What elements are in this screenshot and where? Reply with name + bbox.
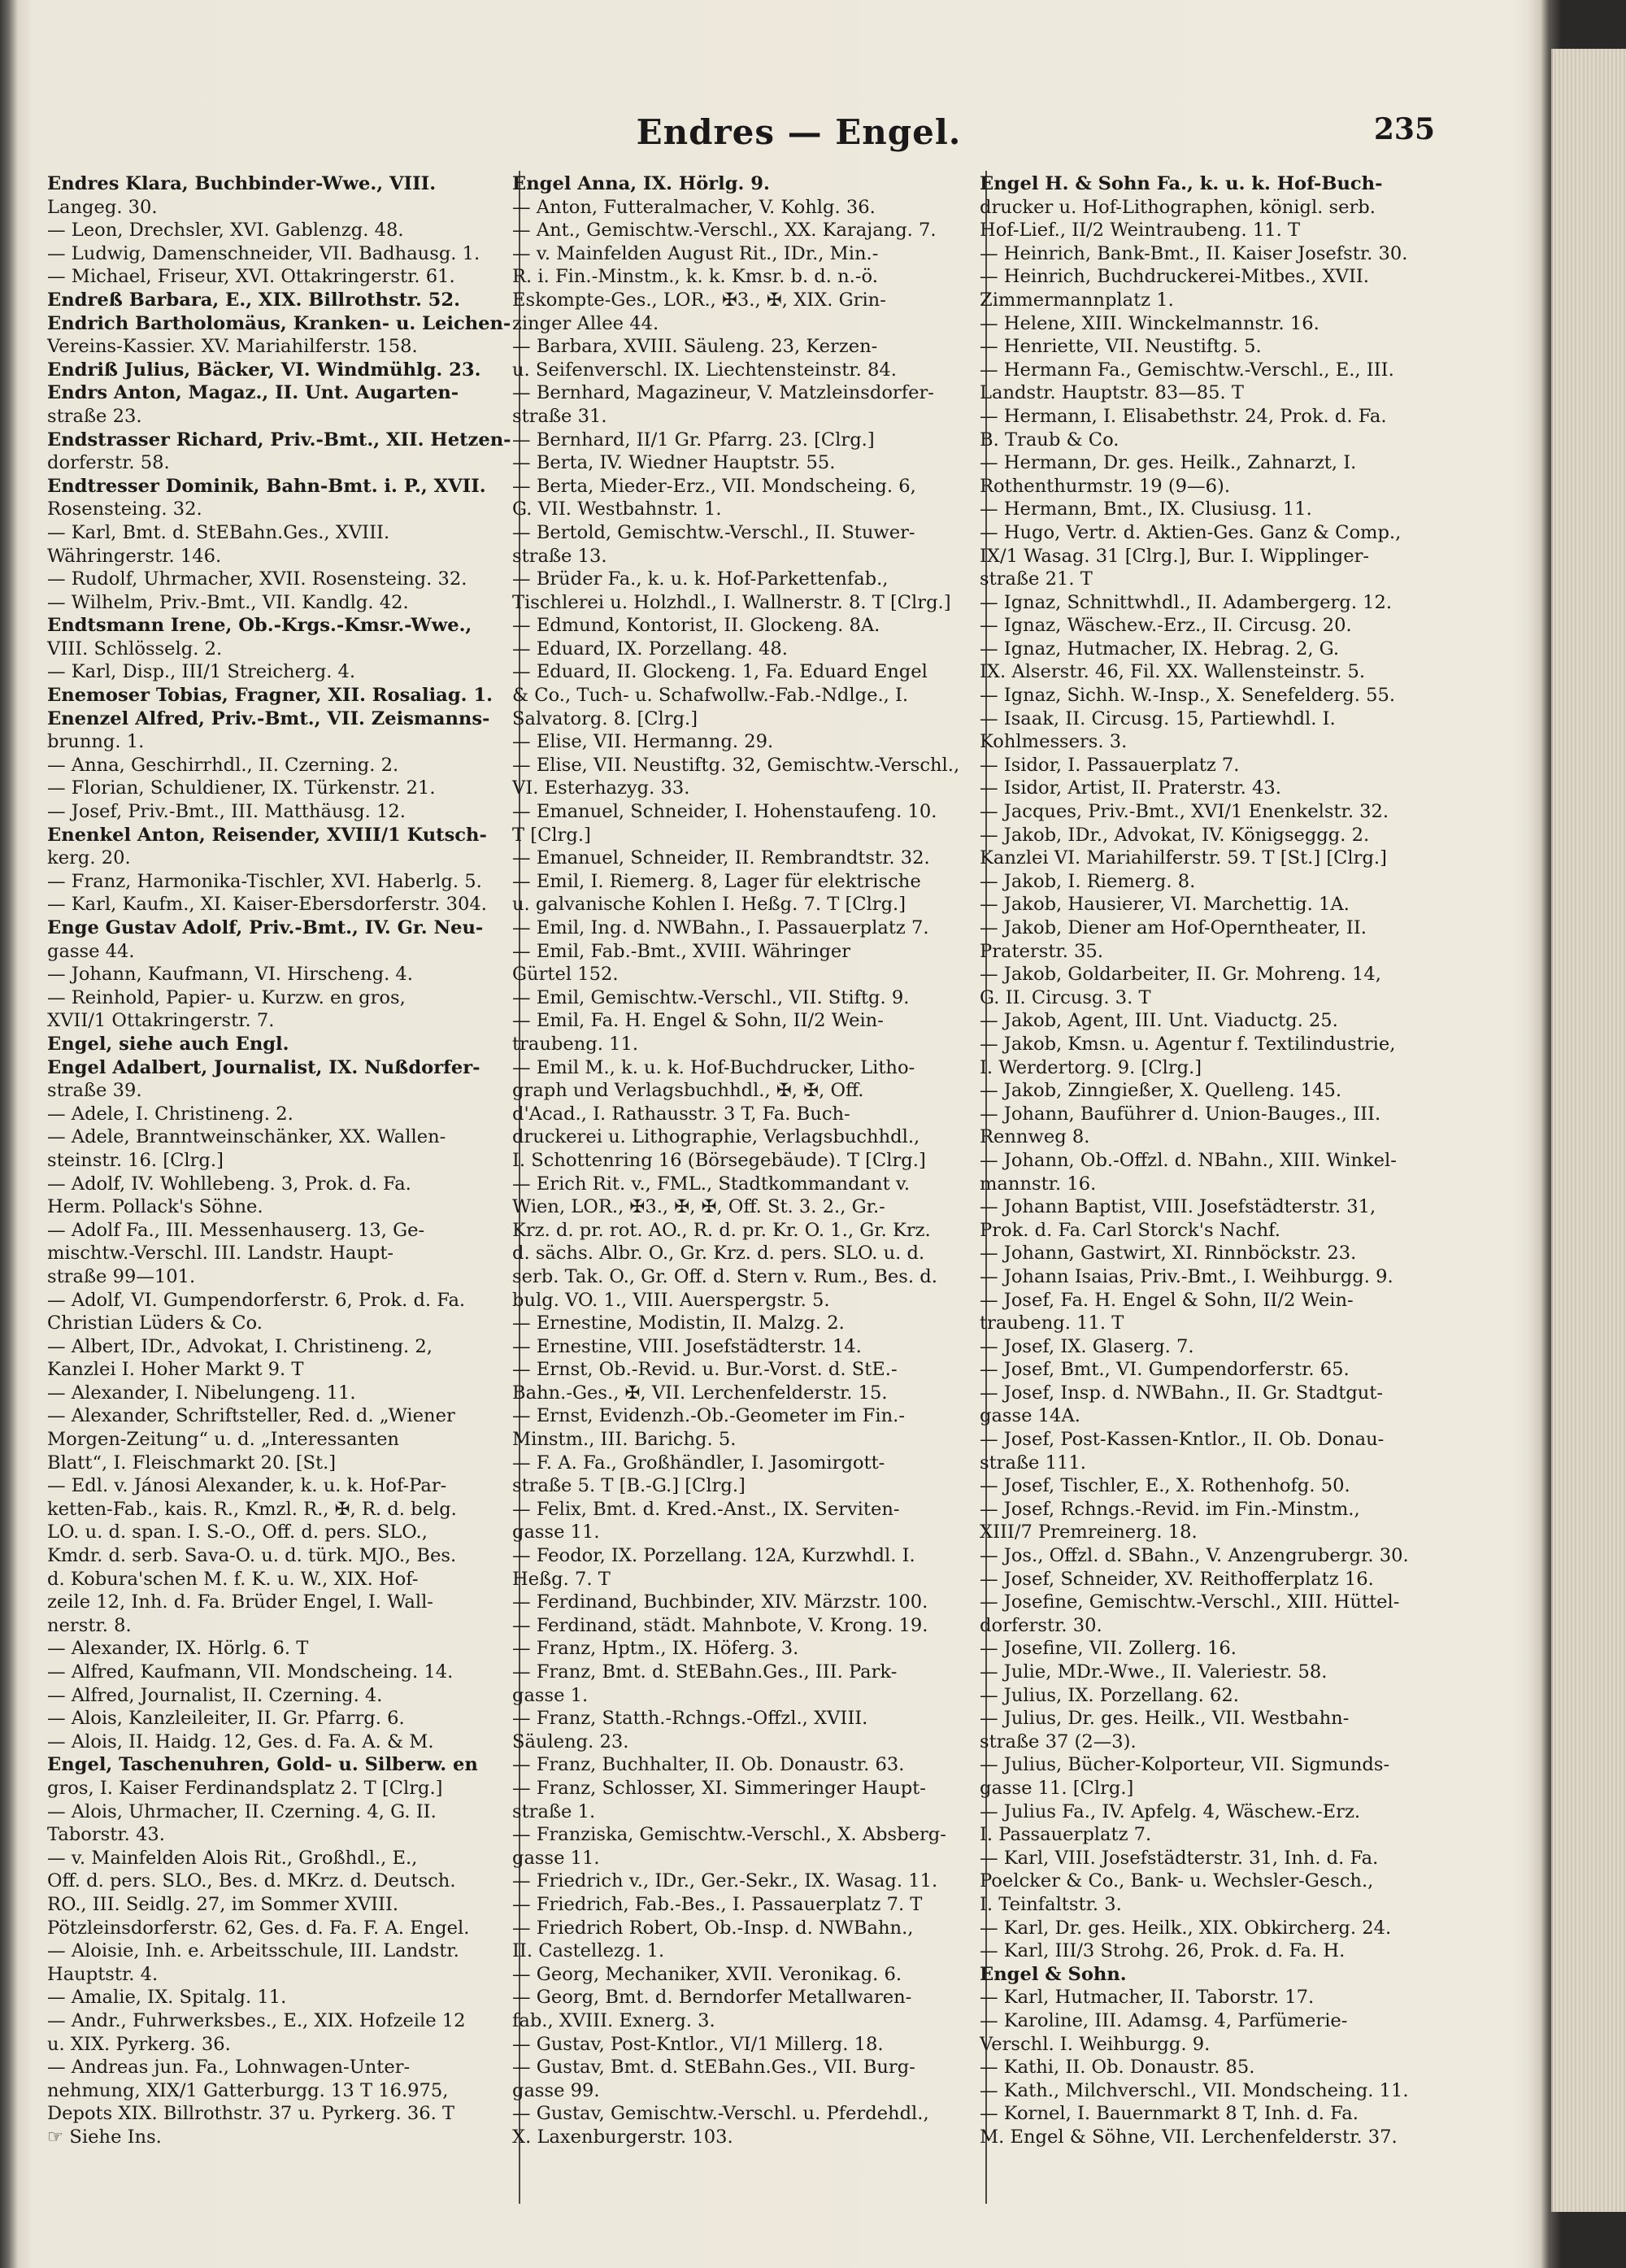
directory-entry-line: — Aloisie, Inh. e. Arbeitsschule, III. Landstr. <box>47 1940 459 1962</box>
directory-entry-line: — Wilhelm, Priv.-Bmt., VII. Kandlg. 42. <box>47 591 409 613</box>
directory-entry-line: — Ignaz, Sichh. W.-Insp., X. Senefelderg. 55. <box>980 685 1396 707</box>
directory-entry-line: kerg. 20. <box>47 847 131 869</box>
directory-entry-line: serb. Tak. O., Gr. Off. d. Stern v. Rum., Bes. d. <box>512 1265 937 1287</box>
directory-entry-line: u. Seifenverschl. IX. Liechtensteinstr. 84. <box>512 359 897 381</box>
directory-entry-line: Engel, Taschenuhren, Gold- u. Silberw. en <box>47 1754 478 1776</box>
directory-entry-line: Eskompte-Ges., LOR., ✠3., ✠, XIX. Grin- <box>512 289 886 311</box>
directory-entry-line: straße 31. <box>512 405 607 427</box>
directory-entry-line: — Karl, Disp., III/1 Streicherg. 4. <box>47 661 356 683</box>
directory-entry-line: — Michael, Friseur, XVI. Ottakringerstr. 61. <box>47 266 455 288</box>
directory-entry-line: — Emil, Ing. d. NWBahn., I. Passauerplatz 7. <box>512 917 929 938</box>
directory-entry-line: zeile 12, Inh. d. Fa. Brüder Engel, I. Wall- <box>47 1591 433 1613</box>
directory-entry-line: — v. Mainfelden August Rit., IDr., Min.- <box>512 242 879 264</box>
directory-entry-line: — Jos., Offzl. d. SBahn., V. Anzengrubergr. 30. <box>980 1545 1409 1567</box>
directory-entry-line: traubeng. 11. T <box>980 1312 1124 1334</box>
directory-entry-line: — Jacques, Priv.-Bmt., XVI/1 Enenkelstr. 32. <box>980 801 1389 823</box>
directory-entry-line: VIII. Schlösselg. 2. <box>47 638 223 660</box>
directory-entry-line: — Alfred, Journalist, II. Czerning. 4. <box>47 1684 383 1706</box>
directory-entry-line: G. II. Circusg. 3. T <box>980 986 1151 1008</box>
directory-entry-line: Prok. d. Fa. Carl Storck's Nachf. <box>980 1219 1280 1241</box>
directory-entry-line: — Emil, Fab.-Bmt., XVIII. Währinger <box>512 940 851 962</box>
directory-entry-line: — Heinrich, Buchdruckerei-Mitbes., XVII. <box>980 266 1369 288</box>
directory-entry-line: Langeg. 30. <box>47 196 158 218</box>
directory-entry-line: — Andr., Fuhrwerksbes., E., XIX. Hofzeile 12 <box>47 2009 466 2031</box>
directory-entry-line: — Jakob, Diener am Hof-Operntheater, II. <box>980 917 1367 938</box>
directory-entry-line: — Emil, Gemischtw.-Verschl., VII. Stiftg. 9. <box>512 986 910 1008</box>
directory-entry-line: — Gustav, Post-Kntlor., VI/1 Millerg. 18. <box>512 2033 884 2055</box>
directory-entry-line: — Karl, Kaufm., XI. Kaiser-Ebersdorferstr. 304. <box>47 894 487 916</box>
column-2 <box>512 172 960 2148</box>
directory-entry-line: Gürtel 152. <box>512 964 619 986</box>
directory-entry-line: — Julius Fa., IV. Apfelg. 4, Wäschew.-Erz. <box>980 1800 1361 1822</box>
directory-entry-line: — Julius, IX. Porzellang. 62. <box>980 1684 1239 1706</box>
directory-entry-line: Vereins-Kassier. XV. Mariahilferstr. 158. <box>47 336 418 358</box>
directory-entry-line: Endreß Barbara, E., XIX. Billrothstr. 52. <box>47 289 460 311</box>
directory-entry-line: Endstrasser Richard, Priv.-Bmt., XII. Hetzen- <box>47 429 511 451</box>
directory-entry-line: — Jakob, IDr., Advokat, IV. Königseggg. 2. <box>980 824 1370 846</box>
directory-entry-line: — Alexander, IX. Hörlg. 6. T <box>47 1638 309 1660</box>
directory-entry-line: — Ferdinand, Buchbinder, XIV. Märzstr. 100. <box>512 1591 928 1613</box>
directory-entry-line: mischtw.-Verschl. III. Landstr. Haupt- <box>47 1243 394 1265</box>
directory-entry-line: M. Engel & Söhne, VII. Lerchenfelderstr. 37. <box>980 2126 1398 2148</box>
directory-entry-line: — Edl. v. Jánosi Alexander, k. u. k. Hof-Par- <box>47 1475 447 1497</box>
directory-entry-line: VI. Esterhazyg. 33. <box>512 777 690 799</box>
directory-entry-line: — Emil, I. Riemerg. 8, Lager für elektrische <box>512 870 921 892</box>
directory-entry-line: — Ludwig, Damenschneider, VII. Badhausg. 1. <box>47 242 480 264</box>
directory-entry-line: Heßg. 7. T <box>512 1568 611 1590</box>
directory-entry-line: — Julie, MDr.-Wwe., II. Valeriestr. 58. <box>980 1661 1328 1682</box>
directory-entry-line: — Hermann, Bmt., IX. Clusiusg. 11. <box>980 498 1312 520</box>
directory-entry-line: X. Laxenburgerstr. 103. <box>512 2126 733 2148</box>
directory-entry-line: Verschl. I. Weihburgg. 9. <box>980 2033 1211 2055</box>
directory-entry-line: I. Schottenring 16 (Börsegebäude). T [Clrg.] <box>512 1149 926 1171</box>
directory-entry-line: gasse 11. <box>512 1847 600 1869</box>
directory-entry-line: — Emanuel, Schneider, II. Rembrandtstr. 32. <box>512 847 930 869</box>
directory-entry-line: — Ferdinand, städt. Mahnbote, V. Krong. 19. <box>512 1614 928 1636</box>
directory-entry-line: — Adolf, IV. Wohllebeng. 3, Prok. d. Fa. <box>47 1173 411 1195</box>
directory-entry-line: — Josef, Insp. d. NWBahn., II. Gr. Stadtgut- <box>980 1382 1384 1404</box>
directory-entry-line: — Emanuel, Schneider, I. Hohenstaufeng. 10. <box>512 801 937 823</box>
directory-entry-line: Rennweg 8. <box>980 1126 1090 1148</box>
directory-entry-line: — Alfred, Kaufmann, VII. Mondscheing. 14. <box>47 1661 454 1682</box>
directory-entry-line: — Leon, Drechsler, XVI. Gablenzg. 48. <box>47 220 404 242</box>
directory-entry-line: — Josef, Tischler, E., X. Rothenhofg. 50. <box>980 1475 1350 1497</box>
directory-entry-line: gros, I. Kaiser Ferdinandsplatz 2. T [Clrg.] <box>47 1777 443 1799</box>
directory-entry-line: Endrs Anton, Magaz., II. Unt. Augarten- <box>47 382 459 404</box>
directory-entry-line: gasse 99. <box>512 2079 600 2101</box>
directory-entry-line: — Berta, Mieder-Erz., VII. Mondscheing. 6, <box>512 475 916 497</box>
directory-entry-line: straße 5. T [B.-G.] [Clrg.] <box>512 1475 746 1497</box>
directory-entry-line: Endrich Bartholomäus, Kranken- u. Leichen- <box>47 312 511 334</box>
directory-entry-line: — Josef, IX. Glaserg. 7. <box>980 1335 1194 1357</box>
directory-entry-line: Säuleng. 23. <box>512 1730 629 1752</box>
directory-entry-line: Poelcker & Co., Bank- u. Wechsler-Gesch., <box>980 1870 1374 1892</box>
directory-entry-line: Hof-Lief., II/2 Weintraubeng. 11. T <box>980 220 1301 242</box>
directory-entry-line: dorferstr. 58. <box>47 452 170 474</box>
directory-entry-line: Endtsmann Irene, Ob.-Krgs.-Kmsr.-Wwe., <box>47 615 472 637</box>
directory-entry-line: — Karl, Dr. ges. Heilk., XIX. Obkircherg. 24. <box>980 1917 1392 1939</box>
directory-entry-line: B. Traub & Co. <box>980 429 1120 451</box>
directory-entry-line: — Kath., Milchverschl., VII. Mondscheing. 11. <box>980 2079 1409 2101</box>
directory-entry-line: Rosensteing. 32. <box>47 498 202 520</box>
directory-entry-line: — Johann Isaias, Priv.-Bmt., I. Weihburgg. 9. <box>980 1265 1393 1287</box>
directory-entry-line: — v. Mainfelden Alois Rit., Großhdl., E., <box>47 1847 418 1869</box>
directory-entry-line: — Isidor, I. Passauerplatz 7. <box>980 754 1240 776</box>
directory-entry-line: straße 21. T <box>980 568 1093 590</box>
directory-entry-line: — Friedrich Robert, Ob.-Insp. d. NWBahn., <box>512 1917 914 1939</box>
directory-entry-line: Engel H. & Sohn Fa., k. u. k. Hof-Buch- <box>980 173 1383 194</box>
directory-entry-line: — Karl, Bmt. d. StEBahn.Ges., XVIII. <box>47 521 390 543</box>
directory-entry-line: — Georg, Bmt. d. Berndorfer Metallwaren- <box>512 1987 912 2009</box>
directory-entry-line: — Franz, Harmonika-Tischler, XVI. Haberlg. 5. <box>47 870 482 892</box>
directory-entry-line: brunng. 1. <box>47 731 145 753</box>
directory-entry-line: — Josef, Rchngs.-Revid. im Fin.-Minstm., <box>980 1498 1360 1520</box>
directory-entry-line: — Josef, Bmt., VI. Gumpendorferstr. 65. <box>980 1359 1350 1381</box>
directory-entry-line: — Ant., Gemischtw.-Verschl., XX. Karajang. 7. <box>512 220 937 242</box>
directory-entry-line: — Franz, Hptm., IX. Höferg. 3. <box>512 1638 799 1660</box>
directory-entry-line: — Adolf Fa., III. Messenhauserg. 13, Ge- <box>47 1219 425 1241</box>
directory-entry-line: — Jakob, Goldarbeiter, II. Gr. Mohreng. 14, <box>980 964 1381 986</box>
directory-entry-line: R. i. Fin.-Minstm., k. k. Kmsr. b. d. n.-ö. <box>512 266 878 288</box>
directory-entry-line: Endres Klara, Buchbinder-Wwe., VIII. <box>47 173 437 194</box>
directory-entry-line: — Anton, Futteralmacher, V. Kohlg. 36. <box>512 196 876 218</box>
directory-entry-line: Off. d. pers. SLO., Bes. d. MKrz. d. Deutsch. <box>47 1870 456 1892</box>
directory-entry-line: — Ernst, Ob.-Revid. u. Bur.-Vorst. d. StE.- <box>512 1359 898 1381</box>
directory-entry-line: — Josef, Priv.-Bmt., III. Matthäusg. 12. <box>47 801 406 823</box>
directory-entry-line: I. Teinfaltstr. 3. <box>980 1893 1122 1915</box>
directory-entry-line: — Edmund, Kontorist, II. Glockeng. 8A. <box>512 615 880 637</box>
directory-entry-line: druckerei u. Lithographie, Verlagsbuchhdl., <box>512 1126 920 1148</box>
column-1 <box>47 172 511 2148</box>
directory-entry-line: — Heinrich, Bank-Bmt., II. Kaiser Josefstr. 30. <box>980 242 1408 264</box>
directory-entry-line: Endriß Julius, Bäcker, VI. Windmühlg. 23. <box>47 359 481 381</box>
directory-entry-line: — Anna, Geschirrhdl., II. Czerning. 2. <box>47 754 399 776</box>
directory-entry-line: — Alexander, I. Nibelungeng. 11. <box>47 1382 356 1404</box>
directory-entry-line: Taborstr. 43. <box>47 1824 165 1846</box>
directory-entry-line: Engel & Sohn. <box>980 1963 1127 1985</box>
directory-entry-line: — Felix, Bmt. d. Kred.-Anst., IX. Serviten- <box>512 1498 900 1520</box>
directory-entry-line: — Elise, VII. Neustiftg. 32, Gemischtw.-Verschl., <box>512 754 960 776</box>
directory-entry-line: nerstr. 8. <box>47 1614 132 1636</box>
directory-entry-line: Enge Gustav Adolf, Priv.-Bmt., IV. Gr. Neu- <box>47 917 484 938</box>
directory-entry-line: — Gustav, Bmt. d. StEBahn.Ges., VII. Burg- <box>512 2057 915 2079</box>
directory-entry-line: — Isidor, Artist, II. Praterstr. 43. <box>980 777 1281 799</box>
directory-entry-line: II. Castellezg. 1. <box>512 1940 665 1962</box>
directory-entry-line: — Alois, Kanzleileiter, II. Gr. Pfarrg. 6. <box>47 1708 405 1730</box>
directory-entry-line: Praterstr. 35. <box>980 940 1104 962</box>
directory-entry-line: — F. A. Fa., Großhändler, I. Jasomirgott- <box>512 1452 885 1474</box>
directory-entry-line: — Kornel, I. Bauernmarkt 8 T, Inh. d. Fa. <box>980 2103 1359 2125</box>
directory-entry-line: — Bernhard, Magazineur, V. Matzleinsdorfer- <box>512 382 934 404</box>
directory-entry-line: straße 37 (2—3). <box>980 1730 1137 1752</box>
directory-entry-line: — Gustav, Gemischtw.-Verschl. u. Pferdehdl., <box>512 2103 929 2125</box>
directory-entry-line: — Georg, Mechaniker, XVII. Veronikag. 6. <box>512 1963 902 1985</box>
directory-entry-line: — Franziska, Gemischtw.-Verschl., X. Absberg- <box>512 1824 946 1846</box>
directory-entry-line: d. sächs. Albr. O., Gr. Krz. d. pers. SLO. u. d. <box>512 1243 925 1265</box>
directory-entry-line: zinger Allee 44. <box>512 312 659 334</box>
directory-entry-line: dorferstr. 30. <box>980 1614 1102 1636</box>
directory-entry-line: XVII/1 Ottakringerstr. 7. <box>47 1010 275 1032</box>
directory-entry-line: — Alois, II. Haidg. 12, Ges. d. Fa. A. & M. <box>47 1730 434 1752</box>
directory-entry-line: — Josef, Schneider, XV. Reithofferplatz 16. <box>980 1568 1374 1590</box>
directory-entry-line: — Adele, Branntweinschänker, XX. Wallen- <box>47 1126 446 1148</box>
directory-entry-line: Landstr. Hauptstr. 83—85. T <box>980 382 1244 404</box>
directory-entry-line: u. XIX. Pyrkerg. 36. <box>47 2033 231 2055</box>
directory-entry-line: — Karoline, III. Adamsg. 4, Parfümerie- <box>980 2009 1348 2031</box>
directory-entry-line: Enemoser Tobias, Fragner, XII. Rosaliag. 1. <box>47 685 493 707</box>
page-header <box>163 112 1435 161</box>
directory-entry-line: — Karl, III/3 Strohg. 26, Prok. d. Fa. H. <box>980 1940 1346 1962</box>
directory-entry-line: I. Passauerplatz 7. <box>980 1824 1152 1846</box>
directory-entry-line: T [Clrg.] <box>512 824 591 846</box>
directory-entry-line: Tischlerei u. Holzhdl., I. Wallnerstr. 8. T [Clrg.] <box>512 591 951 613</box>
directory-entry-line: RO., III. Seidlg. 27, im Sommer XVIII. <box>47 1893 399 1915</box>
directory-entry-line: ☞ Siehe Ins. <box>47 2126 162 2148</box>
directory-entry-line: Währingerstr. 146. <box>47 545 222 567</box>
directory-entry-line: Herm. Pollack's Söhne. <box>47 1196 263 1218</box>
directory-entry-line: — Erich Rit. v., FML., Stadtkommandant v. <box>512 1173 911 1195</box>
directory-entry-line: — Amalie, IX. Spitalg. 11. <box>47 1987 287 2009</box>
directory-entry-line: Wien, LOR., ✠3., ✠, ✠, Off. St. 3. 2., Gr.- <box>512 1196 885 1218</box>
directory-entry-line: gasse 11. [Clrg.] <box>980 1777 1134 1799</box>
directory-entry-line: — Rudolf, Uhrmacher, XVII. Rosensteing. 32. <box>47 568 467 590</box>
directory-entry-line: — Ignaz, Schnittwhdl., II. Adambergerg. 12. <box>980 591 1393 613</box>
directory-entry-line: — Franz, Bmt. d. StEBahn.Ges., III. Park- <box>512 1661 898 1682</box>
directory-entry-line: — Franz, Buchhalter, II. Ob. Donaustr. 63. <box>512 1754 905 1776</box>
directory-entry-line: — Bernhard, II/1 Gr. Pfarrg. 23. [Clrg.] <box>512 429 875 451</box>
directory-entry-line: u. galvanische Kohlen I. Heßg. 7. T [Clrg.] <box>512 894 906 916</box>
directory-entry-line: Zimmermannplatz 1. <box>980 289 1174 311</box>
directory-entry-line: Morgen-Zeitung“ u. d. „Interessanten <box>47 1429 399 1451</box>
directory-entry-line: — Albert, IDr., Advokat, I. Christineng. 2, <box>47 1335 433 1357</box>
directory-entry-line: — Ernst, Evidenzh.-Ob.-Geometer im Fin.- <box>512 1405 905 1427</box>
directory-entry-line: Hauptstr. 4. <box>47 1963 159 1985</box>
directory-entry-line: — Jakob, Zinngießer, X. Quelleng. 145. <box>980 1080 1342 1102</box>
directory-entry-line: — Julius, Dr. ges. Heilk., VII. Westbahn- <box>980 1708 1350 1730</box>
book-page-edges <box>1551 49 1626 2212</box>
directory-entry-line: XIII/7 Premreinerg. 18. <box>980 1521 1198 1543</box>
directory-entry-line: — Johann, Ob.-Offzl. d. NBahn., XIII. Winkel- <box>980 1149 1397 1171</box>
directory-entry-line: & Co., Tuch- u. Schafwollw.-Fab.-Ndlge., I. <box>512 685 909 707</box>
directory-entry-line: Depots XIX. Billrothstr. 37 u. Pyrkerg. 36. T <box>47 2103 455 2125</box>
directory-entry-line: traubeng. 11. <box>512 1033 639 1055</box>
directory-entry-line: — Henriette, VII. Neustiftg. 5. <box>980 336 1262 358</box>
directory-entry-line: — Johann, Bauführer d. Union-Bauges., III. <box>980 1103 1381 1125</box>
directory-entry-line: Enenkel Anton, Reisender, XVIII/1 Kutsch- <box>47 824 487 846</box>
directory-entry-line: — Ernestine, VIII. Josefstädterstr. 14. <box>512 1335 862 1357</box>
directory-entry-line: — Friedrich v., IDr., Ger.-Sekr., IX. Wasag. 11. <box>512 1870 938 1892</box>
directory-entry-line: — Karl, VIII. Josefstädterstr. 31, Inh. d. Fa. <box>980 1847 1379 1869</box>
directory-entry-line: IX. Alserstr. 46, Fil. XX. Wallensteinstr. 5. <box>980 661 1366 683</box>
directory-entry-line: — Hermann Fa., Gemischtw.-Verschl., E., III. <box>980 359 1394 381</box>
directory-entry-line: drucker u. Hof-Lithographen, königl. serb. <box>980 196 1376 218</box>
directory-entry-line: Blatt“, I. Fleischmarkt 20. [St.] <box>47 1452 337 1474</box>
directory-entry-line: — Ignaz, Hutmacher, IX. Hebrag. 2, G. <box>980 638 1340 660</box>
directory-entry-line: gasse 11. <box>512 1521 600 1543</box>
directory-entry-line: — Franz, Statth.-Rchngs.-Offzl., XVIII. <box>512 1708 868 1730</box>
directory-entry-line: Minstm., III. Barichg. 5. <box>512 1429 737 1451</box>
directory-entry-line: — Josefine, Gemischtw.-Verschl., XIII. Hüttel- <box>980 1591 1400 1613</box>
directory-entry-line: — Andreas jun. Fa., Lohnwagen-Unter- <box>47 2057 411 2079</box>
directory-entry-line: Rothenthurmstr. 19 (9—6). <box>980 475 1231 497</box>
directory-entry-line: — Isaak, II. Circusg. 15, Partiewhdl. I. <box>980 707 1336 729</box>
directory-entry-line: Salvatorg. 8. [Clrg.] <box>512 707 698 729</box>
directory-entry-line: — Jakob, Hausierer, VI. Marchettig. 1A. <box>980 894 1350 916</box>
directory-entry-line: Bahn.-Ges., ✠, VII. Lerchenfelderstr. 15. <box>512 1382 888 1404</box>
directory-entry-line: — Julius, Bücher-Kolporteur, VII. Sigmunds- <box>980 1754 1390 1776</box>
directory-entry-line: Engel Adalbert, Journalist, IX. Nußdorfer- <box>47 1056 480 1078</box>
directory-entry-line: Kmdr. d. serb. Sava-O. u. d. türk. MJO., Bes. <box>47 1545 457 1567</box>
directory-entry-line: — Elise, VII. Hermanng. 29. <box>512 731 774 753</box>
directory-entry-line: — Florian, Schuldiener, IX. Türkenstr. 21. <box>47 777 436 799</box>
directory-entry-line: straße 13. <box>512 545 607 567</box>
directory-entry-line: mannstr. 16. <box>980 1173 1097 1195</box>
directory-entry-line: ketten-Fab., kais. R., Kmzl. R., ✠, R. d. belg. <box>47 1498 457 1520</box>
directory-entry-line: gasse 1. <box>512 1684 589 1706</box>
directory-entry-line: — Barbara, XVIII. Säuleng. 23, Kerzen- <box>512 336 878 358</box>
directory-entry-line: — Alois, Uhrmacher, II. Czerning. 4, G. II. <box>47 1800 437 1822</box>
directory-entry-line: Kohlmessers. 3. <box>980 731 1128 753</box>
directory-entry-line: I. Werdertorg. 9. [Clrg.] <box>980 1056 1202 1078</box>
directory-entry-line: Krz. d. pr. rot. AO., R. d. pr. Kr. O. 1., Gr. Krz. <box>512 1219 931 1241</box>
directory-entry-line: — Ignaz, Wäschew.-Erz., II. Circusg. 20. <box>980 615 1352 637</box>
directory-entry-line: — Helene, XIII. Winckelmannstr. 16. <box>980 312 1319 334</box>
directory-entry-line: bulg. VO. 1., VIII. Auerspergstr. 5. <box>512 1289 830 1311</box>
directory-entry-line: G. VII. Westbahnstr. 1. <box>512 498 722 520</box>
directory-entry-line: — Brüder Fa., k. u. k. Hof-Parkettenfab., <box>512 568 889 590</box>
directory-entry-line: — Johann, Kaufmann, VI. Hirscheng. 4. <box>47 964 413 986</box>
directory-entry-line: — Hugo, Vertr. d. Aktien-Ges. Ganz & Comp., <box>980 521 1402 543</box>
directory-entry-line: LO. u. d. span. I. S.-O., Off. d. pers. SLO., <box>47 1521 428 1543</box>
directory-entry-line: Pötzleinsdorferstr. 62, Ges. d. Fa. F. A. Engel. <box>47 1917 470 1939</box>
directory-entry-line: — Josef, Post-Kassen-Kntlor., II. Ob. Donau- <box>980 1429 1385 1451</box>
directory-entry-line: — Ernestine, Modistin, II. Malzg. 2. <box>512 1312 845 1334</box>
directory-entry-line: — Josef, Fa. H. Engel & Sohn, II/2 Wein- <box>980 1289 1354 1311</box>
directory-entry-line: straße 1. <box>512 1800 596 1822</box>
directory-entry-line: — Alexander, Schriftsteller, Red. d. „Wiener <box>47 1405 455 1427</box>
directory-entry-line: — Friedrich, Fab.-Bes., I. Passauerplatz 7. T <box>512 1893 923 1915</box>
directory-entry-line: straße 111. <box>980 1452 1086 1474</box>
directory-entry-line: gasse 14A. <box>980 1405 1080 1427</box>
directory-entry-line: — Franz, Schlosser, XI. Simmeringer Haupt- <box>512 1777 926 1799</box>
directory-entry-line: — Eduard, IX. Porzellang. 48. <box>512 638 788 660</box>
directory-entry-line: — Karl, Hutmacher, II. Taborstr. 17. <box>980 1987 1315 2009</box>
directory-entry-line: — Emil, Fa. H. Engel & Sohn, II/2 Wein- <box>512 1010 884 1032</box>
directory-entry-line: nehmung, XIX/1 Gatterburgg. 13 T 16.975, <box>47 2079 449 2101</box>
directory-entry-line: — Jakob, I. Riemerg. 8. <box>980 870 1196 892</box>
directory-entry-line: d'Acad., I. Rathausstr. 3 T, Fa. Buch- <box>512 1103 850 1125</box>
directory-entry-line: — Jakob, Kmsn. u. Agentur f. Textilindustrie, <box>980 1033 1396 1055</box>
directory-entry-line: — Hermann, Dr. ges. Heilk., Zahnarzt, I. <box>980 452 1357 474</box>
directory-entry-line: — Johann, Gastwirt, XI. Rinnböckstr. 23. <box>980 1243 1357 1265</box>
directory-entry-line: graph und Verlagsbuchhdl., ✠, ✠, Off. <box>512 1080 864 1102</box>
directory-entry-line: straße 39. <box>47 1080 142 1102</box>
directory-entry-line: — Berta, IV. Wiedner Hauptstr. 55. <box>512 452 836 474</box>
directory-entry-line: Engel Anna, IX. Hörlg. 9. <box>512 173 770 194</box>
column-3 <box>980 172 1419 2148</box>
directory-entry-line: Kanzlei VI. Mariahilferstr. 59. T [St.] [Clrg.] <box>980 847 1387 869</box>
directory-entry-line: — Josefine, VII. Zollerg. 16. <box>980 1638 1237 1660</box>
directory-entry-line: — Reinhold, Papier- u. Kurzw. en gros, <box>47 986 406 1008</box>
page-number: 235 <box>1373 112 1435 146</box>
directory-entry-line: — Eduard, II. Glockeng. 1, Fa. Eduard Engel <box>512 661 928 683</box>
directory-entry-line: d. Kobura'schen M. f. K. u. W., XIX. Hof- <box>47 1568 419 1590</box>
directory-entry-line: — Johann Baptist, VIII. Josefstädterstr. 31, <box>980 1196 1376 1218</box>
directory-entry-line: IX/1 Wasag. 31 [Clrg.], Bur. I. Wipplinger- <box>980 545 1370 567</box>
directory-entry-line: Endtresser Dominik, Bahn-Bmt. i. P., XVII. <box>47 475 486 497</box>
directory-entry-line: straße 99—101. <box>47 1265 196 1287</box>
directory-entry-line: — Kathi, II. Ob. Donaustr. 85. <box>980 2057 1255 2079</box>
directory-entry-line: fab., XVIII. Exnerg. 3. <box>512 2009 715 2031</box>
directory-entry-line: — Feodor, IX. Porzellang. 12A, Kurzwhdl. I. <box>512 1545 915 1567</box>
directory-entry-line: — Bertold, Gemischtw.-Verschl., II. Stuwer- <box>512 521 915 543</box>
directory-entry-line: Enenzel Alfred, Priv.-Bmt., VII. Zeismanns- <box>47 707 490 729</box>
directory-entry-line: gasse 44. <box>47 940 135 962</box>
directory-entry-line: straße 23. <box>47 405 142 427</box>
directory-entry-line: Christian Lüders & Co. <box>47 1312 263 1334</box>
directory-entry-line: — Emil M., k. u. k. Hof-Buchdrucker, Litho- <box>512 1056 915 1078</box>
directory-entry-line: Kanzlei I. Hoher Markt 9. T <box>47 1359 304 1381</box>
directory-entry-line: — Adele, I. Christineng. 2. <box>47 1103 293 1125</box>
running-title: Endres — Engel. <box>636 112 962 152</box>
directory-entry-line: — Jakob, Agent, III. Unt. Viaductg. 25. <box>980 1010 1338 1032</box>
directory-entry-line: — Hermann, I. Elisabethstr. 24, Prok. d. Fa. <box>980 405 1387 427</box>
directory-entry-line: Engel, siehe auch Engl. <box>47 1033 289 1055</box>
directory-entry-line: steinstr. 16. [Clrg.] <box>47 1149 224 1171</box>
directory-entry-line: — Adolf, VI. Gumpendorferstr. 6, Prok. d. Fa. <box>47 1289 466 1311</box>
